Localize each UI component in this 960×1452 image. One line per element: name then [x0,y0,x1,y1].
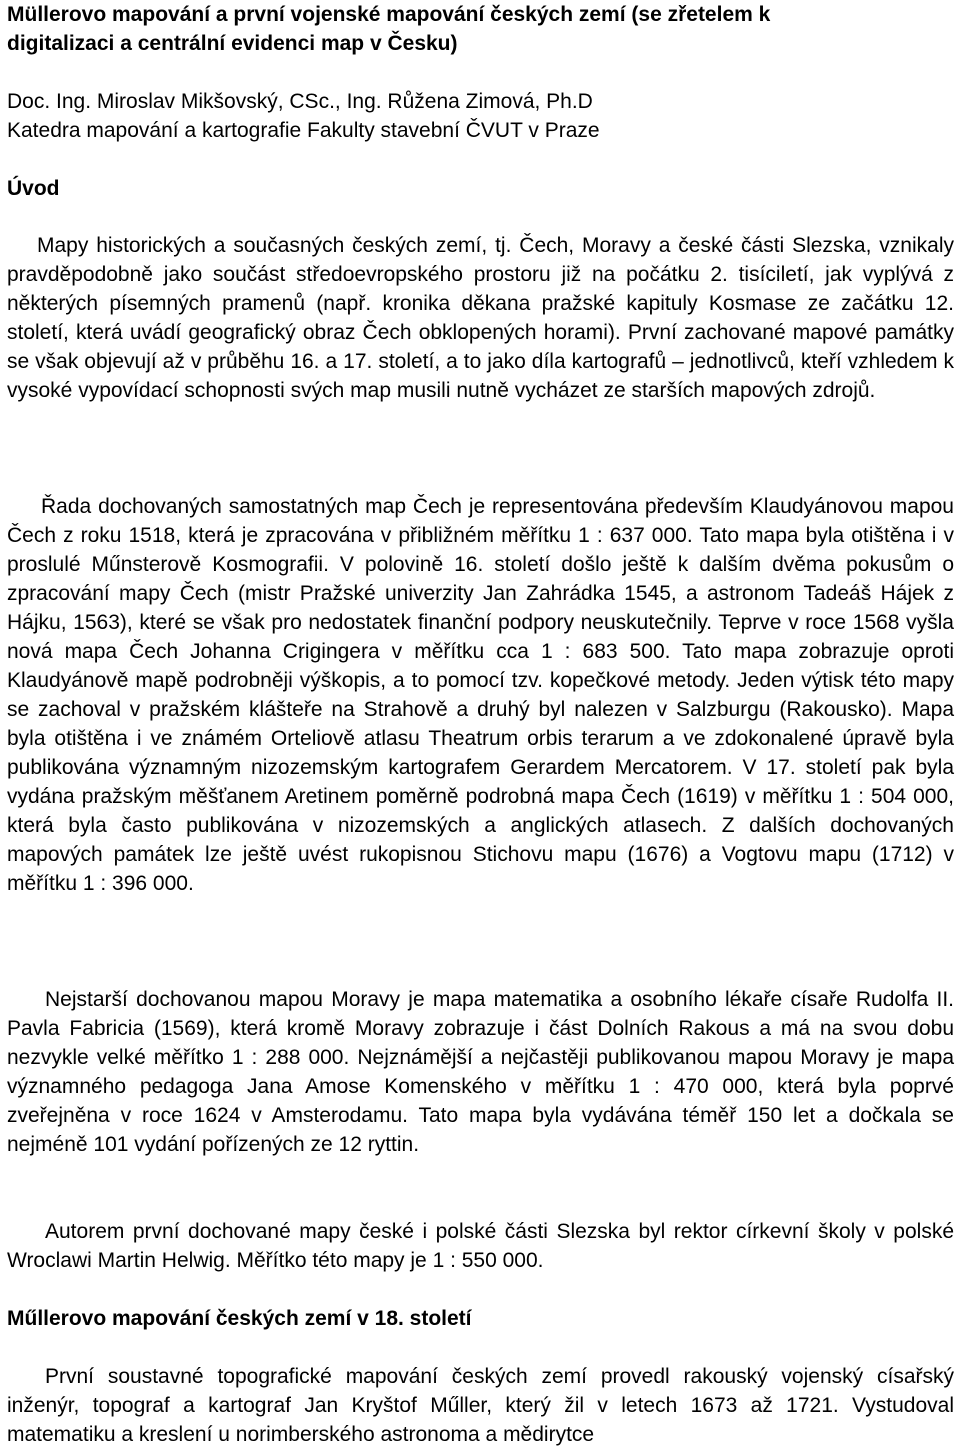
authors: Doc. Ing. Miroslav Mikšovský, CSc., Ing. Růžena Zimová, Ph.D [7,90,593,113]
author-block [7,87,954,145]
paragraph: Mapy historických a současných českých zemí, tj. Čech, Moravy a české části Slezska, vznikaly pravděpodobně jako součást středoevropského prostoru již na počátku 2. tisíciletí, jak vyplývá z některých písemných pramenů (např. kronika děkana pražské kapituly Kosmase ze začátku 12. století, která uvádí geografický obraz Čech obklopených horami). První zachované mapové památky se však objevují až v průběhu 16. a 17. století, a to jako díla kartografů – jednotlivců, kteří vzhledem k vysoké vypovídací schopnosti svých map musili nutně vycházet ze starších mapových zdrojů. [7,234,954,402]
paragraph: Nejstarší dochovanou mapou Moravy je mapa matematika a osobního lékaře císaře Rudolfa II. Pavla Fabricia (1569), která kromě Moravy zobrazuje i část Dolních Rakous a má na svou dobu nezvykle velké měřítko 1 : 288 000. Nejznámější a nejčastěji publikovanou mapou Moravy je mapa významného pedagoga Jana Amose Komenského v měřítku 1 : 470 000, která byla poprvé zveřejněna v roce 1624 v Amsterodamu. Tato mapa byla vydávána téměř 150 let a dočkala se nejméně 101 vydání pořízených ze 12 ryttin. [7,988,954,1156]
title-line: Müllerovo mapování a první vojenské mapování českých zemí (se zřetelem k [7,3,771,26]
paragraph: Autorem první dochované mapy české i polské části Slezska byl rektor církevní školy v polské Wroclawi Martin Helwig. Měřítko této mapy je 1 : 550 000. [7,1220,954,1272]
paragraph: Řada dochovaných samostatných map Čech je representována především Klaudyánovou mapou Čech z roku 1518, která je zpracována v přibližném měřítku 1 : 637 000. Tato mapa byla otištěna i v proslulé Műnsterově Kosmografii. V polovině 16. století došlo ještě k dalším dvěma pokusům o zpracování mapy Čech (mistr Pražské univerzity Jan Zahrádka 1545, a astronom Tadeáš Hájek z Hájku, 1563), které se však pro nedostatek finanční podpory neuskutečnily. Teprve v roce 1568 vyšla nová mapa Čech Johanna Crigingera v měřítku cca 1 : 683 500. Tato mapa zobrazuje oproti Klaudyánově mapě podrobněji výškopis, a to pomocí tzv. kopečkové metody. Jeden výtisk této mapy se zachoval v pražském klášteře na Strahově a druhý byl nalezen v Salzburgu (Rakousko). Mapa byla otištěna i ve známém Orteliově atlasu Theatrum orbis terarum a ve zdokonalené úpravě byla publikována významným nizozemským kartografem Gerardem Mercatorem. V 17. století pak byla vydána pražským měšťanem Aretinem poměrně podrobná mapa Čech (1619) v měřítku 1 : 504 000, která byla často publikována v nizozemských a anglických atlasech. Z dalších dochovaných mapových památek lze ještě uvést rukopisnou Stichovu mapu (1676) a Vogtovu mapu (1712) v měřítku 1 : 396 000. [7,495,954,895]
section-heading-muller: Műllerovo mapování českých zemí v 18. století [7,1307,472,1330]
title-line: digitalizaci a centrální evidenci map v Česku) [7,32,458,55]
document-title [7,0,954,58]
affiliation: Katedra mapování a kartografie Fakulty stavební ČVUT v Praze [7,119,600,142]
paragraph: První soustavné topografické mapování českých zemí provedl rakouský vojenský císařský inženýr, topograf a kartograf Jan Kryštof Műller, který žil v letech 1673 až 1721. Vystudoval matematiku a kreslení u norimberského astronoma a mědirytce [7,1365,954,1446]
section-heading-intro: Úvod [7,177,60,200]
